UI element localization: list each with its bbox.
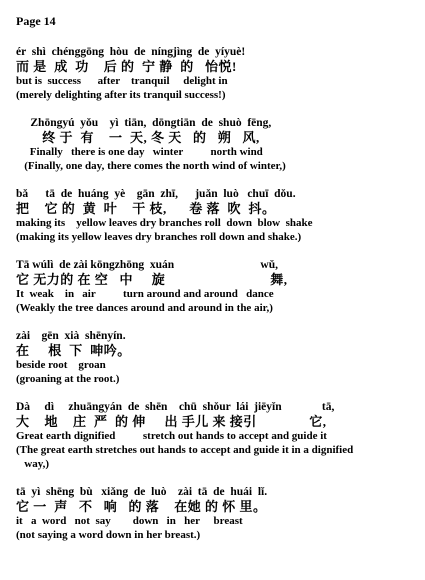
pinyin-line: tā yì shēng bù xiǎng de luò zài tā de huái lǐ. bbox=[16, 486, 268, 498]
paraphrase-line: (Finally, one day, there comes the north wind of winter,) bbox=[16, 160, 286, 172]
chinese-line: 而 是 成 功 后 的 宁 静 的 怡悦! bbox=[16, 59, 237, 74]
paraphrase-line: (making its yellow leaves dry branches roll down and shake.) bbox=[16, 231, 302, 243]
stanza-1 bbox=[16, 45, 415, 102]
paraphrase-line: (not saying a word down in her breast.) bbox=[16, 529, 201, 541]
stanza-6 bbox=[16, 400, 415, 471]
stanza-7 bbox=[16, 485, 415, 542]
pinyin-line: Tā wúlì de zài kōngzhōng xuán wǔ, bbox=[16, 259, 278, 271]
pinyin-line: bǎ tā de huáng yè gān zhī, juǎn luò chuī dǒu. bbox=[16, 188, 296, 200]
page-title: Page 14 bbox=[16, 14, 56, 28]
gloss-line: it a word not say down in her breast bbox=[16, 515, 243, 527]
gloss-line: Great earth dignified stretch out hands to accept and guide it bbox=[16, 430, 327, 442]
paraphrase-line: (merely delighting after its tranquil success!) bbox=[16, 89, 226, 101]
pinyin-line: Dà dì zhuāngyán de shēn chū shǒur lái jiēyǐn tā, bbox=[16, 401, 335, 413]
stanza-4 bbox=[16, 258, 415, 315]
stanza-3 bbox=[16, 187, 415, 244]
paraphrase-line: (groaning at the root.) bbox=[16, 373, 120, 385]
pinyin-line: ér shì chénggōng hòu de níngjìng de yíyuè! bbox=[16, 46, 246, 58]
gloss-line: Finally there is one day winter north wind bbox=[16, 146, 263, 158]
chinese-line: 它 一 声 不 响 的 落 在她 的 怀 里。 bbox=[16, 499, 267, 514]
paraphrase-line: (The great earth stretches out hands to accept and guide it in a dignified way,) bbox=[16, 444, 354, 470]
pinyin-line: zài gēn xià shēnyín. bbox=[16, 330, 126, 342]
gloss-line: making its yellow leaves dry branches roll down blow shake bbox=[16, 217, 313, 229]
chinese-line: 大 地 庄 严 的 伸 出 手儿 来 接引 它, bbox=[16, 414, 327, 429]
chinese-line: 在 根 下 呻吟。 bbox=[16, 343, 131, 358]
paraphrase-line: (Weakly the tree dances around and around in the air,) bbox=[16, 302, 273, 314]
pinyin-line: Zhōngyú yǒu yì tiān, dōngtiān de shuò fēng, bbox=[16, 117, 272, 129]
chinese-line: 它 无力的 在 空 中 旋 舞, bbox=[16, 272, 288, 287]
stanza-2 bbox=[16, 116, 415, 173]
stanza-5 bbox=[16, 329, 415, 386]
gloss-line: beside root groan bbox=[16, 359, 106, 371]
gloss-line: It weak in air turn around and around dance bbox=[16, 288, 274, 300]
chinese-line: 把 它 的 黄 叶 干 枝, 卷 落 吹 抖。 bbox=[16, 201, 276, 216]
chinese-line: 终 于 有 一 天, 冬 天 的 朔 风, bbox=[16, 130, 260, 145]
gloss-line: but is success after tranquil delight in bbox=[16, 75, 228, 87]
